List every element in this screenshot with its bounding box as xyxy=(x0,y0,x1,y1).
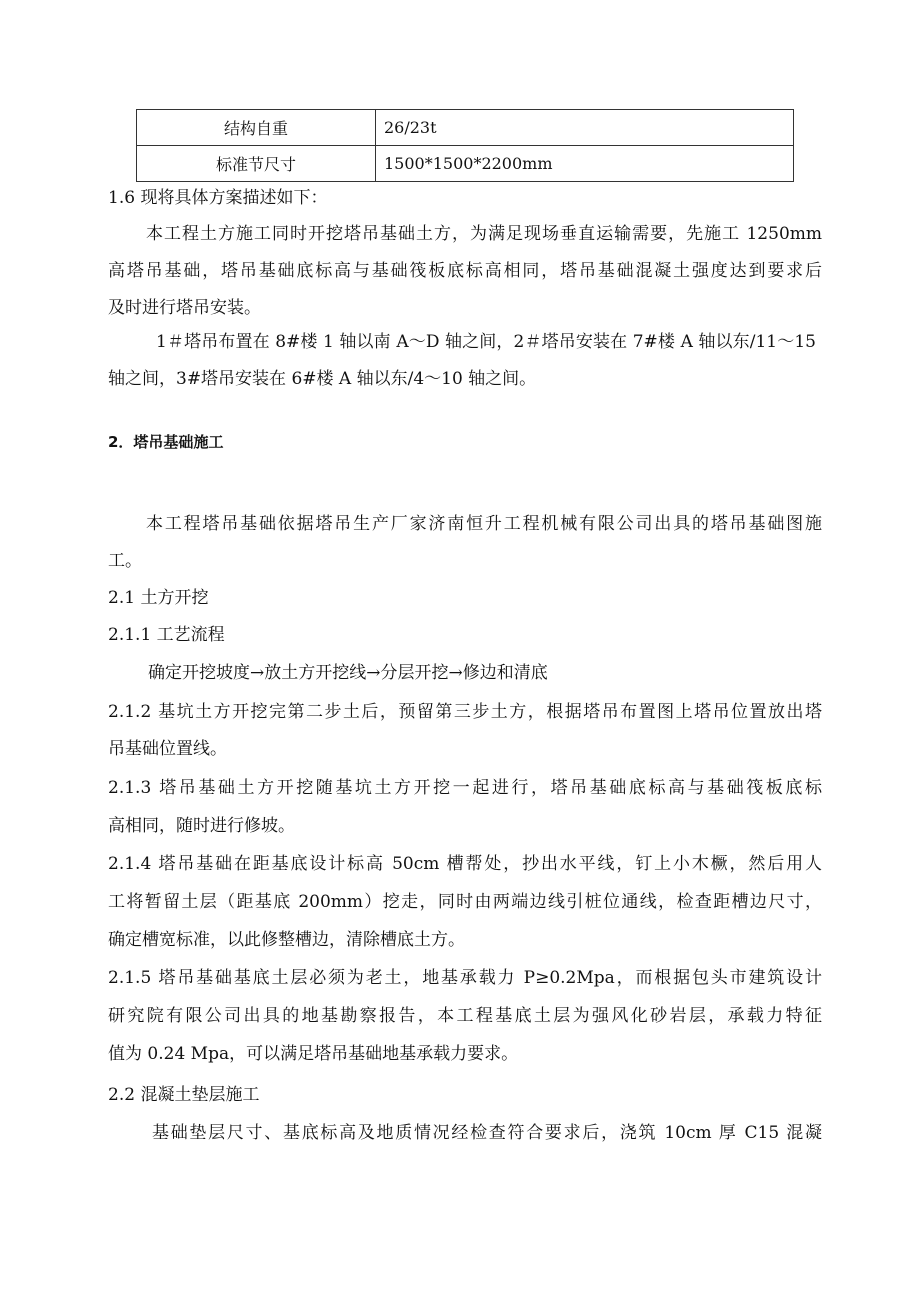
paragraph-line: 吊基础位置线。 xyxy=(108,739,227,759)
table-row xyxy=(137,110,794,146)
paragraph-line: 2.1.3 塔吊基础土方开挖随基坑土方开挖一起进行，塔吊基础底标高与基础筏板底标 xyxy=(108,778,822,798)
paragraph-line: 轴之间，3#塔吊安装在 6#楼 A 轴以东/4～10 轴之间。 xyxy=(108,369,537,389)
paragraph-line: 值为 0.24 Mpa，可以满足塔吊基础地基承载力要求。 xyxy=(108,1044,519,1064)
paragraph-line: 1＃塔吊布置在 8#楼 1 轴以南 A～D 轴之间，2＃塔吊安装在 7#楼 A 轴以东/11～15 xyxy=(156,332,816,352)
process-flow: 确定开挖坡度→放土方开挖线→分层开挖→修边和清底 xyxy=(148,663,548,683)
subsection-heading: 2.1.1 工艺流程 xyxy=(108,625,225,645)
table-cell-label: 标准节尺寸 xyxy=(137,146,376,182)
paragraph-line: 本工程塔吊基础依据塔吊生产厂家济南恒升工程机械有限公司出具的塔吊基础图施 xyxy=(146,514,822,534)
paragraph-line: 2.1.2 基坑土方开挖完第二步土后，预留第三步土方，根据塔吊布置图上塔吊位置放出塔 xyxy=(108,702,822,722)
paragraph-line: 及时进行塔吊安装。 xyxy=(108,298,261,318)
paragraph-line: 基础垫层尺寸、基底标高及地质情况经检查符合要求后，浇筑 10cm 厚 C15 混凝 xyxy=(152,1123,822,1143)
table-cell-value: 1500*1500*2200mm xyxy=(376,146,794,182)
paragraph-line: 确定槽宽标准，以此修整槽边，清除槽底土方。 xyxy=(108,930,465,950)
chapter-heading: 2．塔吊基础施工 xyxy=(108,433,224,451)
paragraph-line: 工将暂留土层（距基底 200mm）挖走，同时由两端边线引桩位通线，检查距槽边尺寸， xyxy=(108,892,822,912)
paragraph-line: 高塔吊基础，塔吊基础底标高与基础筏板底标高相同，塔吊基础混凝土强度达到要求后 xyxy=(108,261,822,281)
paragraph-line: 2.1.4 塔吊基础在距基底设计标高 50cm 槽帮处，抄出水平线，钉上小木橛，然后用人 xyxy=(108,854,822,874)
paragraph-line: 研究院有限公司出具的地基勘察报告，本工程基底土层为强风化砂岩层，承载力特征 xyxy=(108,1006,822,1026)
subsection-heading: 2.2 混凝土垫层施工 xyxy=(108,1085,260,1105)
table-cell-value: 26/23t xyxy=(376,110,794,146)
paragraph-line: 2.1.5 塔吊基础基底土层必须为老土，地基承载力 P≥0.2Mpa，而根据包头市建筑设计 xyxy=(108,968,822,988)
paragraph-line: 工。 xyxy=(108,551,142,571)
table-row xyxy=(137,146,794,182)
paragraph-line: 高相同，随时进行修坡。 xyxy=(108,816,295,836)
subsection-heading: 2.1 土方开挖 xyxy=(108,588,209,608)
section-heading: 1.6 现将具体方案描述如下： xyxy=(108,188,328,208)
spec-table xyxy=(136,109,794,182)
table-cell-label: 结构自重 xyxy=(137,110,376,146)
paragraph-line: 本工程土方施工同时开挖塔吊基础土方，为满足现场垂直运输需要，先施工 1250mm xyxy=(146,224,822,244)
